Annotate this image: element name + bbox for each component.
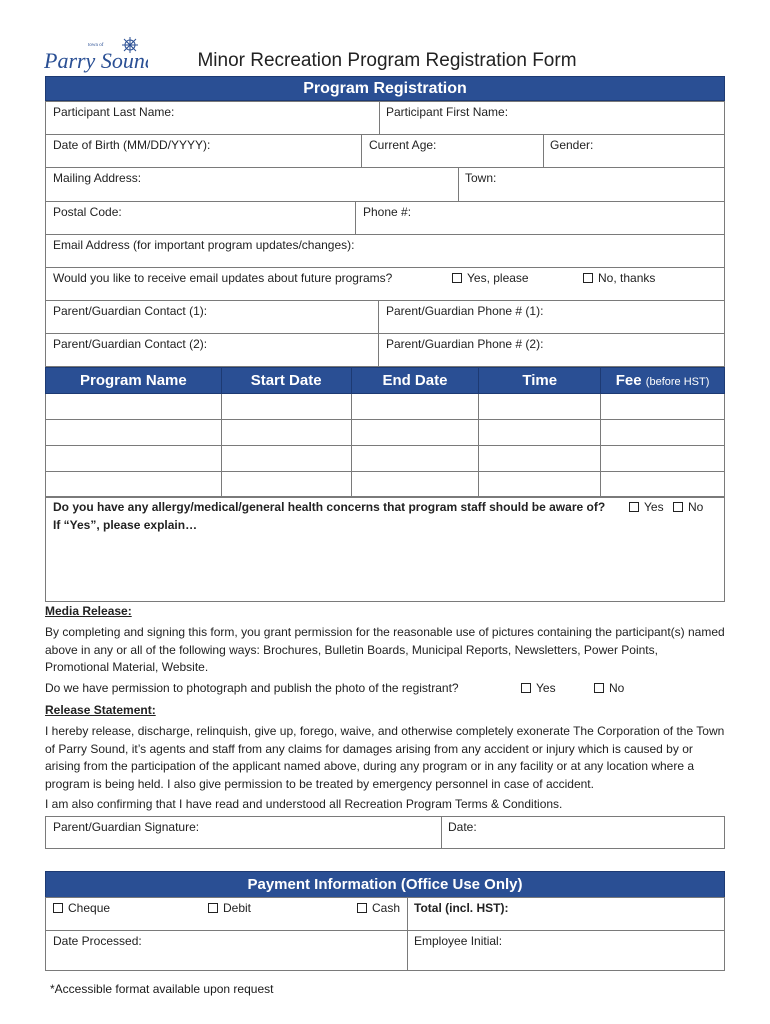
section-header-payment: Payment Information (Office Use Only) bbox=[45, 871, 725, 898]
fee-cell[interactable] bbox=[601, 446, 725, 472]
age-label: Current Age: bbox=[369, 138, 437, 152]
media-release-title: Media Release: bbox=[45, 604, 132, 618]
phone-label: Phone #: bbox=[363, 205, 412, 219]
health-question: Do you have any allergy/medical/general health concerns that program staff should be aware of? bbox=[53, 500, 606, 514]
debit-option[interactable] bbox=[208, 901, 251, 915]
column-header-end-date: End Date bbox=[351, 368, 479, 394]
start-date-cell[interactable] bbox=[221, 420, 351, 446]
guardian2-field[interactable] bbox=[45, 333, 379, 367]
town-label: Town: bbox=[465, 171, 497, 185]
form-title: Minor Recreation Program Registration Form bbox=[197, 50, 577, 71]
fee-cell[interactable] bbox=[601, 472, 725, 498]
program-name-cell[interactable] bbox=[46, 420, 222, 446]
date-processed-label: Date Processed: bbox=[53, 934, 142, 948]
end-date-cell[interactable] bbox=[351, 446, 479, 472]
checkbox-icon[interactable] bbox=[629, 502, 639, 512]
section-header-program-registration: Program Registration bbox=[45, 76, 725, 101]
guardian1-label: Parent/Guardian Contact (1): bbox=[53, 304, 208, 318]
date-field[interactable] bbox=[441, 816, 725, 849]
media-release-heading bbox=[45, 603, 725, 621]
cash-label: Cash bbox=[372, 901, 401, 915]
yes-please-label: Yes, please bbox=[467, 271, 529, 285]
guardian2-phone-label: Parent/Guardian Phone # (2): bbox=[386, 337, 544, 351]
email-updates-row bbox=[45, 267, 725, 301]
column-header-time: Time bbox=[479, 368, 601, 394]
table-row bbox=[46, 420, 725, 446]
fee-cell[interactable] bbox=[601, 394, 725, 420]
time-cell[interactable] bbox=[479, 446, 601, 472]
age-field[interactable] bbox=[361, 134, 544, 168]
program-name-cell[interactable] bbox=[46, 472, 222, 498]
signature-label: Parent/Guardian Signature: bbox=[53, 820, 200, 834]
health-yes-option[interactable] bbox=[629, 500, 664, 514]
gender-field[interactable] bbox=[543, 134, 725, 168]
photo-yes-option[interactable] bbox=[521, 680, 556, 698]
phone-field[interactable] bbox=[355, 201, 725, 235]
checkbox-icon[interactable] bbox=[53, 903, 63, 913]
town-field[interactable] bbox=[458, 167, 725, 202]
end-date-cell[interactable] bbox=[351, 394, 479, 420]
first-name-label: Participant First Name: bbox=[386, 105, 509, 119]
accessible-format-note: *Accessible format available upon request bbox=[50, 982, 274, 996]
column-header-start-date: Start Date bbox=[221, 368, 351, 394]
release-statement-text: I hereby release, discharge, relinquish, give up, forego, waive, and otherwise completely exonerate The Corporation of the Town of Parry Sound, it’s agents and staff from any claims for damages arising from any accident or injury which is caused by or arising from the participation of the applicant named above, during any program or in any facility or at any location where a program is being held. I also give permission to be treated by emergency personnel in case of accident. bbox=[45, 724, 725, 791]
table-row bbox=[46, 394, 725, 420]
column-header-fee bbox=[601, 368, 725, 394]
last-name-field[interactable] bbox=[45, 101, 380, 135]
email-label: Email Address (for important program updates/changes): bbox=[53, 238, 355, 252]
postal-code-label: Postal Code: bbox=[53, 205, 122, 219]
time-cell[interactable] bbox=[479, 472, 601, 498]
date-processed-field[interactable] bbox=[45, 930, 408, 971]
no-thanks-option[interactable] bbox=[583, 271, 655, 285]
start-date-cell[interactable] bbox=[221, 472, 351, 498]
end-date-cell[interactable] bbox=[351, 420, 479, 446]
yes-please-option[interactable] bbox=[452, 271, 529, 285]
guardian1-phone-label: Parent/Guardian Phone # (1): bbox=[386, 304, 544, 318]
email-updates-question: Would you like to receive email updates about future programs? bbox=[53, 271, 393, 285]
guardian2-phone-field[interactable] bbox=[378, 333, 725, 367]
payment-method-row bbox=[45, 897, 408, 931]
employee-initial-field[interactable] bbox=[407, 930, 725, 971]
photo-no-label: No bbox=[609, 681, 625, 695]
time-cell[interactable] bbox=[479, 394, 601, 420]
guardian2-label: Parent/Guardian Contact (2): bbox=[53, 337, 208, 351]
checkbox-icon[interactable] bbox=[452, 273, 462, 283]
time-cell[interactable] bbox=[479, 420, 601, 446]
total-label: Total (incl. HST): bbox=[414, 901, 509, 915]
photo-yes-label: Yes bbox=[536, 681, 556, 695]
fee-cell[interactable] bbox=[601, 420, 725, 446]
last-name-label: Participant Last Name: bbox=[53, 105, 175, 119]
cash-option[interactable] bbox=[357, 901, 400, 915]
fee-label: Fee bbox=[615, 372, 642, 389]
start-date-cell[interactable] bbox=[221, 446, 351, 472]
photo-no-option[interactable] bbox=[594, 680, 624, 698]
terms-confirmation: I am also confirming that I have read and understood all Recreation Program Terms & Conditions. bbox=[45, 797, 563, 811]
start-date-cell[interactable] bbox=[221, 394, 351, 420]
dob-field[interactable] bbox=[45, 134, 362, 168]
cheque-option[interactable] bbox=[53, 901, 110, 915]
dob-label: Date of Birth (MM/DD/YYYY): bbox=[53, 138, 211, 152]
guardian1-phone-field[interactable] bbox=[378, 300, 725, 334]
program-name-cell[interactable] bbox=[46, 394, 222, 420]
logo-small-text: town of bbox=[88, 43, 104, 48]
total-field[interactable] bbox=[407, 897, 725, 931]
release-statement-title: Release Statement: bbox=[45, 703, 156, 717]
program-name-cell[interactable] bbox=[46, 446, 222, 472]
first-name-field[interactable] bbox=[379, 101, 725, 135]
table-row bbox=[46, 472, 725, 498]
checkbox-icon[interactable] bbox=[357, 903, 367, 913]
release-statement-heading bbox=[45, 702, 725, 720]
column-header-program-name: Program Name bbox=[46, 368, 222, 394]
program-table bbox=[45, 367, 725, 498]
debit-label: Debit bbox=[223, 901, 252, 915]
health-explain: If “Yes”, please explain… bbox=[53, 518, 198, 532]
checkbox-icon[interactable] bbox=[673, 502, 683, 512]
end-date-cell[interactable] bbox=[351, 472, 479, 498]
health-concerns-field[interactable] bbox=[45, 496, 725, 602]
no-thanks-label: No, thanks bbox=[598, 271, 656, 285]
photo-permission-question: Do we have permission to photograph and publish the photo of the registrant? bbox=[45, 681, 459, 695]
logo-text: Parry Sound bbox=[44, 48, 148, 73]
health-no-label: No bbox=[688, 500, 704, 514]
checkbox-icon[interactable] bbox=[594, 683, 604, 693]
checkbox-icon[interactable] bbox=[583, 273, 593, 283]
media-release-text: By completing and signing this form, you grant permission for the reasonable use of pictures containing the participant(s) named above in any or all of the following ways: Brochures, Bulletin Boards, Municipal Reports, Newsletters, Power Points, Promotional Material, Website. bbox=[45, 625, 725, 674]
gender-label: Gender: bbox=[550, 138, 594, 152]
guardian1-field[interactable] bbox=[45, 300, 379, 334]
date-label: Date: bbox=[448, 820, 477, 834]
cheque-label: Cheque bbox=[68, 901, 111, 915]
table-row bbox=[46, 446, 725, 472]
health-no-option[interactable] bbox=[673, 500, 703, 514]
fee-note: (before HST) bbox=[645, 376, 710, 388]
mailing-address-field[interactable] bbox=[45, 167, 459, 202]
health-yes-label: Yes bbox=[644, 500, 664, 514]
postal-code-field[interactable] bbox=[45, 201, 356, 235]
photo-permission-row bbox=[45, 680, 725, 698]
mailing-address-label: Mailing Address: bbox=[53, 171, 142, 185]
checkbox-icon[interactable] bbox=[521, 683, 531, 693]
signature-field[interactable] bbox=[45, 816, 442, 849]
employee-initial-label: Employee Initial: bbox=[414, 934, 503, 948]
checkbox-icon[interactable] bbox=[208, 903, 218, 913]
email-field[interactable] bbox=[45, 234, 725, 268]
